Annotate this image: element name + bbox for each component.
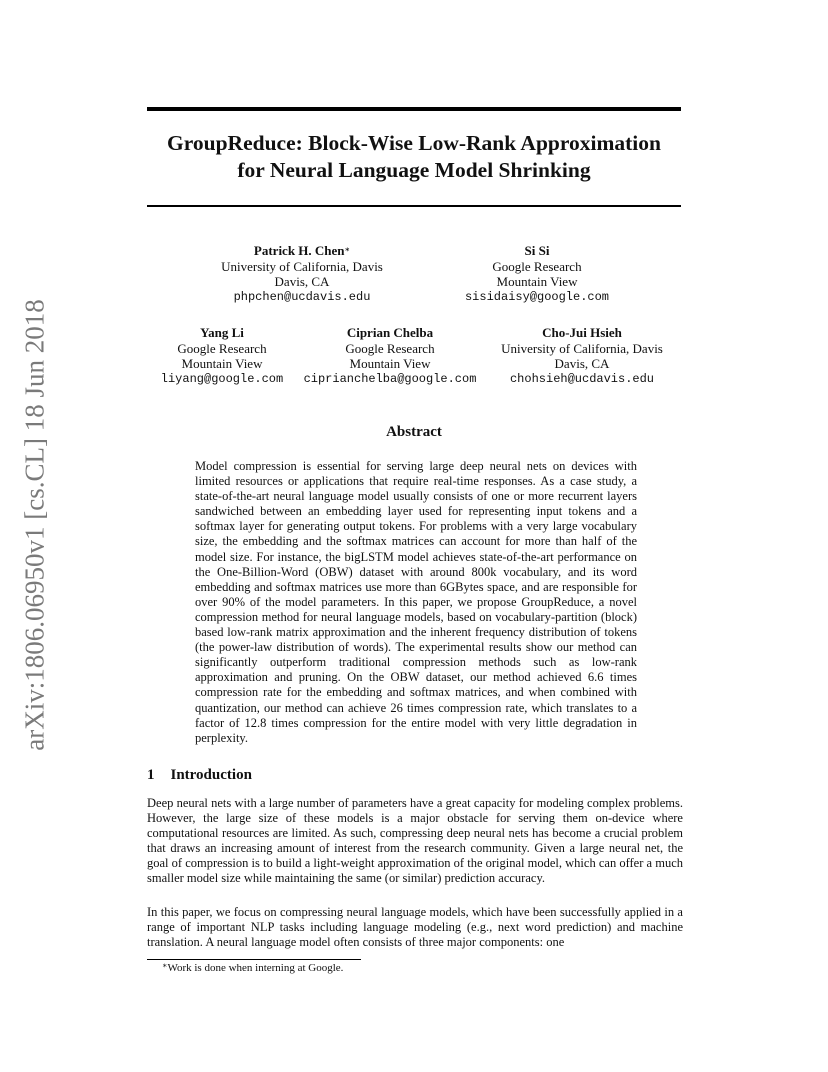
abstract-heading: Abstract	[386, 424, 442, 440]
section-number: 1	[147, 767, 155, 783]
title-top-rule	[147, 107, 681, 111]
author-email: phpchen@ucdavis.edu	[233, 289, 371, 304]
intro-paragraph-1: Deep neural nets with a large number of parameters have a great capacity for modeling complex problems. However, the large size of these models is a major obstacle for serving them on-device where computational resources are limited. As such, compressing deep neural nets has become a crucial problem that draws an increasing amount of interest from the research community. Given a large neural net, the goal of compression is to build a light-weight approximation of the original model, which can offer a much smaller model size while maintaining the same (or similar) prediction accuracy.	[147, 796, 683, 886]
abstract-text: Model compression is essential for serving large deep neural nets on devices with limited resources or applications that require real-time responses. As a case study, a state-of-the-art neural language model usually consists of one or more recurrent layers sandwiched between an embedding layer used for representing input tokens and a softmax layer for generating output tokens. For problems with a very large vocabulary size, the embedding and the softmax matrices can account for more than half of the model size. For instance, the bigLSTM model achieves state-of-the-art performance on the One-Billion-Word (OBW) dataset with around 800k vocabulary, and its word embedding and softmax matrices use more than 6GBytes space, and are responsible for over 90% of the model parameters. In this paper, we propose GroupReduce, a novel compression method for neural language models, based on vocabulary-partition (block) based low-rank matrix approximation and the inherent frequency distribution of tokens (the power-law distribution of words). The experimental results show our method can significantly outperform traditional compression methods such as low-rank approximation and pruning. On the OBW dataset, our method achieved 6.6 times compression rate for the embedding and softmax matrices, and when combined with quantization, our method can achieve 26 times compression rate, which translates to a factor of 12.8 times compression for the entire model with very little degradation in perplexity.	[195, 459, 637, 745]
intro-paragraph-2: In this paper, we focus on compressing neural language models, which have been successfully applied in a range of important NLP tasks including language modeling (e.g., next word prediction) and machine translation. A neural language model often consists of three major components: one	[147, 905, 683, 950]
author-location: Mountain View	[349, 356, 431, 371]
section-title: Introduction	[170, 767, 252, 783]
author-location: Mountain View	[181, 356, 263, 371]
author-location: Davis, CA	[554, 356, 610, 371]
footnote-rule	[147, 959, 361, 960]
author-affiliation: Google Research	[345, 340, 435, 356]
author-name: Ciprian Chelba	[346, 325, 434, 340]
author-email: chohsieh@ucdavis.edu	[509, 371, 655, 386]
footnote-mark: ∗	[344, 245, 351, 254]
author-location: Davis, CA	[274, 274, 330, 289]
author-name: Patrick H. Chen∗	[253, 243, 351, 258]
footnote-mark: ∗	[162, 961, 168, 970]
author-email: sisidaisy@google.com	[464, 289, 610, 304]
author-block	[172, 243, 432, 305]
author-block	[407, 243, 667, 305]
author-location: Mountain View	[496, 274, 578, 289]
author-name: Si Si	[524, 243, 550, 258]
author-name: Cho-Jui Hsieh	[542, 325, 622, 340]
paper-title	[130, 130, 698, 184]
author-email: liyang@google.com	[160, 371, 284, 386]
title-bottom-rule	[147, 205, 681, 207]
author-affiliation: University of California, Davis	[501, 340, 663, 356]
author-block	[452, 325, 712, 387]
author-name: Yang Li	[200, 325, 244, 340]
arxiv-id-text: arXiv:1806.06950v1 [cs.CL] 18 Jun 2018	[19, 299, 50, 751]
footnote-text: Work is done when interning at Google.	[167, 962, 344, 974]
author-affiliation: Google Research	[492, 258, 582, 274]
arxiv-sidebar-stamp	[14, 290, 56, 760]
footnote	[162, 962, 343, 974]
section-heading	[147, 767, 252, 784]
title-line-2: for Neural Language Model Shrinking	[237, 158, 591, 182]
author-affiliation: University of California, Davis	[221, 258, 383, 274]
title-line-1: GroupReduce: Block-Wise Low-Rank Approximation	[167, 131, 661, 155]
author-affiliation: Google Research	[177, 340, 267, 356]
author-email: ciprianchelba@google.com	[303, 371, 477, 386]
